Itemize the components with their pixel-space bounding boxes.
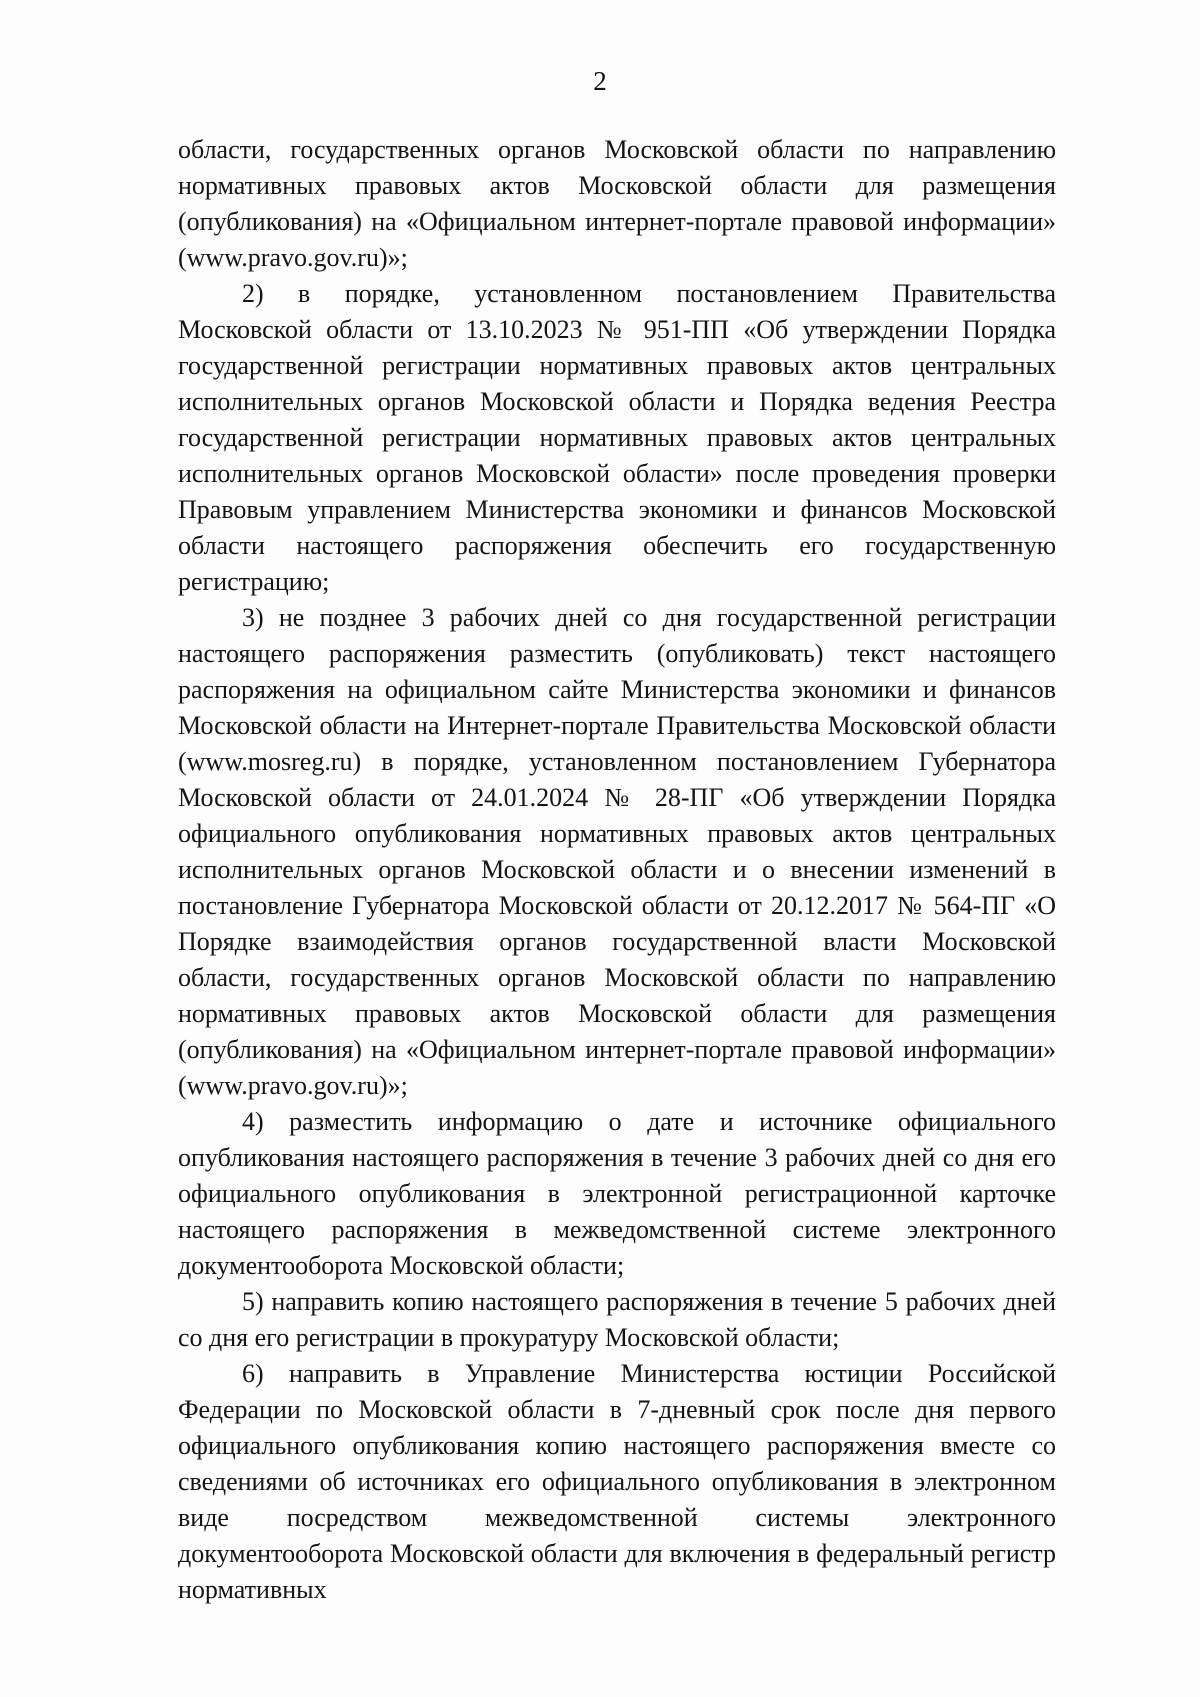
- page-number: 2: [593, 66, 607, 96]
- paragraph-item-6: 6) направить в Управление Министерства юстиции Российской Федерации по Московской области в 7-дневный срок после дня первого официального опубликования копию настоящего распоряжения вместе со сведениями об источниках его официального опубликования в электронном виде посредством межведомственной системы электронного документооборота Московской области для включения в федеральный регистр нормативных: [178, 1359, 1056, 1604]
- paragraph-item-2: 2) в порядке, установленном постановлением Правительства Московской области от 13.10.2023 № 951-ПП «Об утверждении Порядка государственной регистрации нормативных правовых актов центральных исполнительных органов Московской области и Порядка ведения Реестра государственной регистрации нормативных правовых актов центральных исполнительных органов Московской области» после проведения проверки Правовым управлением Министерства экономики и финансов Московской области настоящего распоряжения обеспечить его государственную регистрацию;: [178, 279, 1056, 596]
- paragraph-item-4: 4) разместить информацию о дате и источнике официального опубликования настоящего распоряжения в течение 3 рабочих дней со дня его официального опубликования в электронной регистрационной карточке настоящего распоряжения в межведомственной системе электронного документооборота Московской области;: [178, 1107, 1056, 1280]
- paragraph-continuation: области, государственных органов Московской области по направлению нормативных правовых актов Московской области для размещения (опубликования) на «Официальном интернет-портале правовой информации» (www.pravo.gov.ru)»;: [178, 135, 1056, 272]
- paragraph-item-3: 3) не позднее 3 рабочих дней со дня государственной регистрации настоящего распоряжения разместить (опубликовать) текст настоящего распоряжения на официальном сайте Министерства экономики и финансов Московской области на Интернет-портале Правительства Московской области (www.mosreg.ru) в порядке, установленном постановлением Губернатора Московской области от 24.01.2024 № 28-ПГ «Об утверждении Порядка официального опубликования нормативных правовых актов центральных исполнительных органов Московской области и о внесении изменений в постановление Губернатора Московской области от 20.12.2017 № 564-ПГ «О Порядке взаимодействия органов государственной власти Московской области, государственных органов Московской области по направлению нормативных правовых актов Московской области для размещения (опубликования) на «Официальном интернет-портале правовой информации» (www.pravo.gov.ru)»;: [178, 603, 1056, 1100]
- paragraph-item-5: 5) направить копию настоящего распоряжения в течение 5 рабочих дней со дня его регистрации в прокуратуру Московской области;: [178, 1287, 1056, 1352]
- document-body: [178, 132, 1056, 1608]
